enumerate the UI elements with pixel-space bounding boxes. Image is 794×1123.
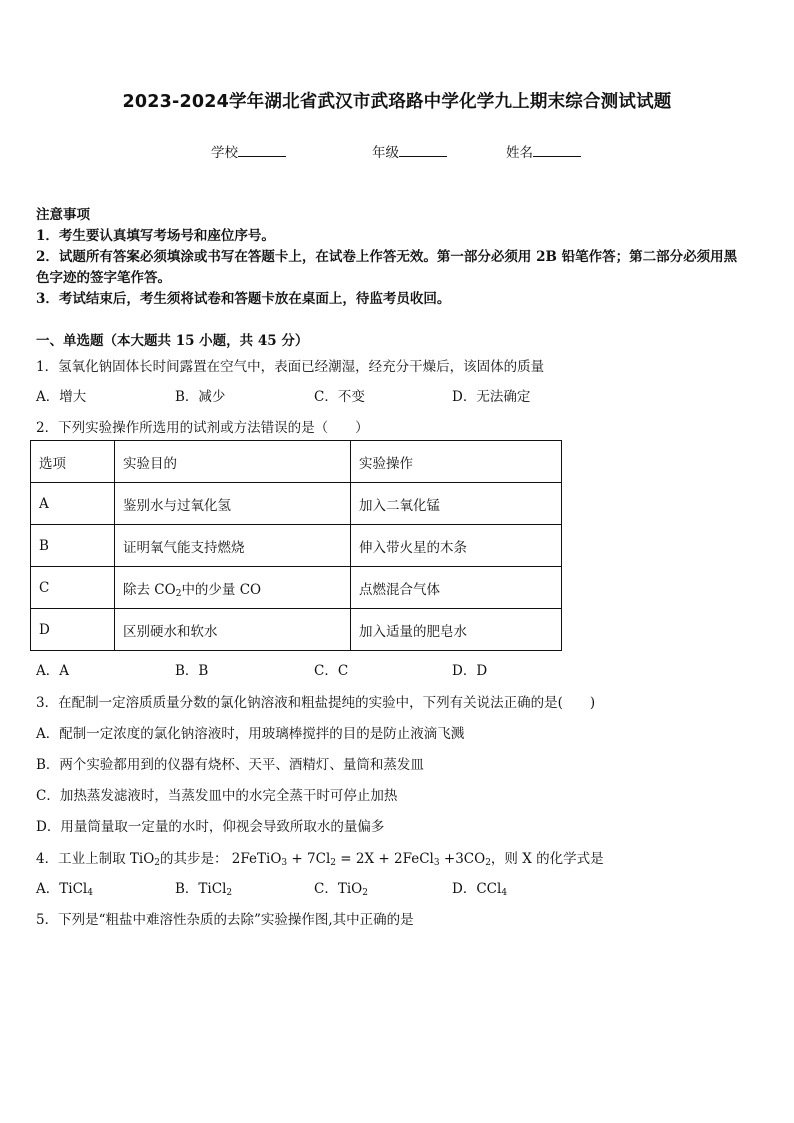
question-4-stem: 4．工业上制取 TiO$_2$的其步是： 2FeTiO$_3$ + $7Cl_2 = 2X$ + 2FeCl$_3$ $+3CO_2$，则 X 的化学式是 bbox=[36, 851, 604, 868]
question-3-stem: 3．在配制一定溶质质量分数的氯化钠溶液和粗盐提纯的实验中，下列有关说法正确的是( ) bbox=[36, 695, 596, 711]
question-3-option-c[interactable]: C．加热蒸发滤液时，当蒸发皿中的水完全蒸干时可停止加热 bbox=[36, 788, 398, 804]
notes-item: 2．试题所有答案必须填涂或书写在答题卡上，在试卷上作答无效。第一部分必须用 2B 铅笔作答；第二部分必须用黑 bbox=[36, 249, 738, 265]
question-1-option-a[interactable]: A．增大 bbox=[36, 389, 87, 405]
table-cell-purpose: 证明氧气能支持燃烧 bbox=[115, 525, 351, 567]
question-5-stem: 5．下列是“粗盐中难溶性杂质的去除”实验操作图,其中正确的是 bbox=[36, 912, 414, 928]
question-2-stem: 2．下列实验操作所选用的试剂或方法错误的是（ ） bbox=[36, 420, 369, 436]
table-cell-purpose: 区别硬水和软水 bbox=[115, 609, 351, 651]
question-1-option-d[interactable]: D．无法确定 bbox=[452, 389, 531, 405]
table-header-cell: 实验操作 bbox=[351, 441, 562, 483]
question-3-option-d[interactable]: D．用量筒量取一定量的水时，仰视会导致所取水的量偏多 bbox=[36, 819, 385, 835]
question-4-option-a[interactable]: A．TiCl$_4$ bbox=[36, 881, 93, 898]
table-cell-purpose: 鉴别水与过氧化氢 bbox=[115, 483, 351, 525]
notes-item: 3．考试结束后，考生须将试卷和答题卡放在桌面上，待监考员收回。 bbox=[36, 291, 451, 307]
school-field bbox=[211, 141, 286, 161]
question-2-option-d[interactable]: D．D bbox=[452, 663, 488, 679]
name-field bbox=[506, 141, 581, 161]
grade-field bbox=[372, 141, 447, 161]
table-row bbox=[31, 483, 562, 525]
grade-label: 年级 bbox=[372, 145, 399, 161]
grade-blank[interactable] bbox=[399, 144, 447, 157]
table-cell-option: D bbox=[31, 609, 115, 651]
page-title: 2023-2024学年湖北省武汉市武珞路中学化学九上期末综合测试试题 bbox=[122, 92, 672, 112]
notes-heading: 注意事项 bbox=[36, 207, 90, 223]
question-3-option-b[interactable]: B．两个实验都用到的仪器有烧杯、天平、酒精灯、量筒和蒸发皿 bbox=[36, 757, 424, 773]
question-4-option-c[interactable]: C．TiO$_2$ bbox=[314, 881, 368, 898]
table-cell-operation: 加入二氧化锰 bbox=[351, 483, 562, 525]
question-3-option-a[interactable]: A．配制一定浓度的氯化钠溶液时，用玻璃棒搅拌的目的是防止液滴飞溅 bbox=[36, 726, 465, 742]
table-cell-option: B bbox=[31, 525, 115, 567]
table-row bbox=[31, 609, 562, 651]
question-1-option-b[interactable]: B．减少 bbox=[175, 389, 226, 405]
name-blank[interactable] bbox=[533, 144, 581, 157]
question-2-option-c[interactable]: C．C bbox=[314, 663, 349, 679]
table-row bbox=[31, 525, 562, 567]
question-1-option-c[interactable]: C．不变 bbox=[314, 389, 365, 405]
notes-item: 1．考生要认真填写考场号和座位序号。 bbox=[36, 228, 275, 244]
question-4-option-d[interactable]: D．CCl$_4$ bbox=[452, 881, 508, 898]
table-cell-operation: 点燃混合气体 bbox=[351, 567, 562, 609]
question-2-option-b[interactable]: B．B bbox=[175, 663, 209, 679]
table-cell-option: C bbox=[31, 567, 115, 609]
table-header-cell: 实验目的 bbox=[115, 441, 351, 483]
question-1-stem: 1．氢氧化钠固体长时间露置在空气中，表面已经潮湿，经充分干燥后，该固体的质量 bbox=[36, 359, 545, 375]
question-2-table bbox=[30, 440, 562, 651]
section-heading: 一、单选题（本大题共 15 小题，共 45 分） bbox=[36, 333, 309, 349]
school-label: 学校 bbox=[211, 145, 238, 161]
question-4-option-b[interactable]: B．TiCl$_2$ bbox=[175, 881, 233, 898]
question-2-option-a[interactable]: A．A bbox=[36, 663, 69, 679]
table-cell-purpose: 除去 $CO_2$中的少量 CO bbox=[115, 567, 351, 609]
table-header-row bbox=[31, 441, 562, 483]
school-blank[interactable] bbox=[238, 144, 286, 157]
notes-item: 色字迹的签字笔作答。 bbox=[36, 270, 171, 286]
table-cell-option: A bbox=[31, 483, 115, 525]
name-label: 姓名 bbox=[506, 145, 533, 161]
table-cell-operation: 伸入带火星的木条 bbox=[351, 525, 562, 567]
table-row bbox=[31, 567, 562, 609]
table-header-cell: 选项 bbox=[31, 441, 115, 483]
table-cell-operation: 加入适量的肥皂水 bbox=[351, 609, 562, 651]
